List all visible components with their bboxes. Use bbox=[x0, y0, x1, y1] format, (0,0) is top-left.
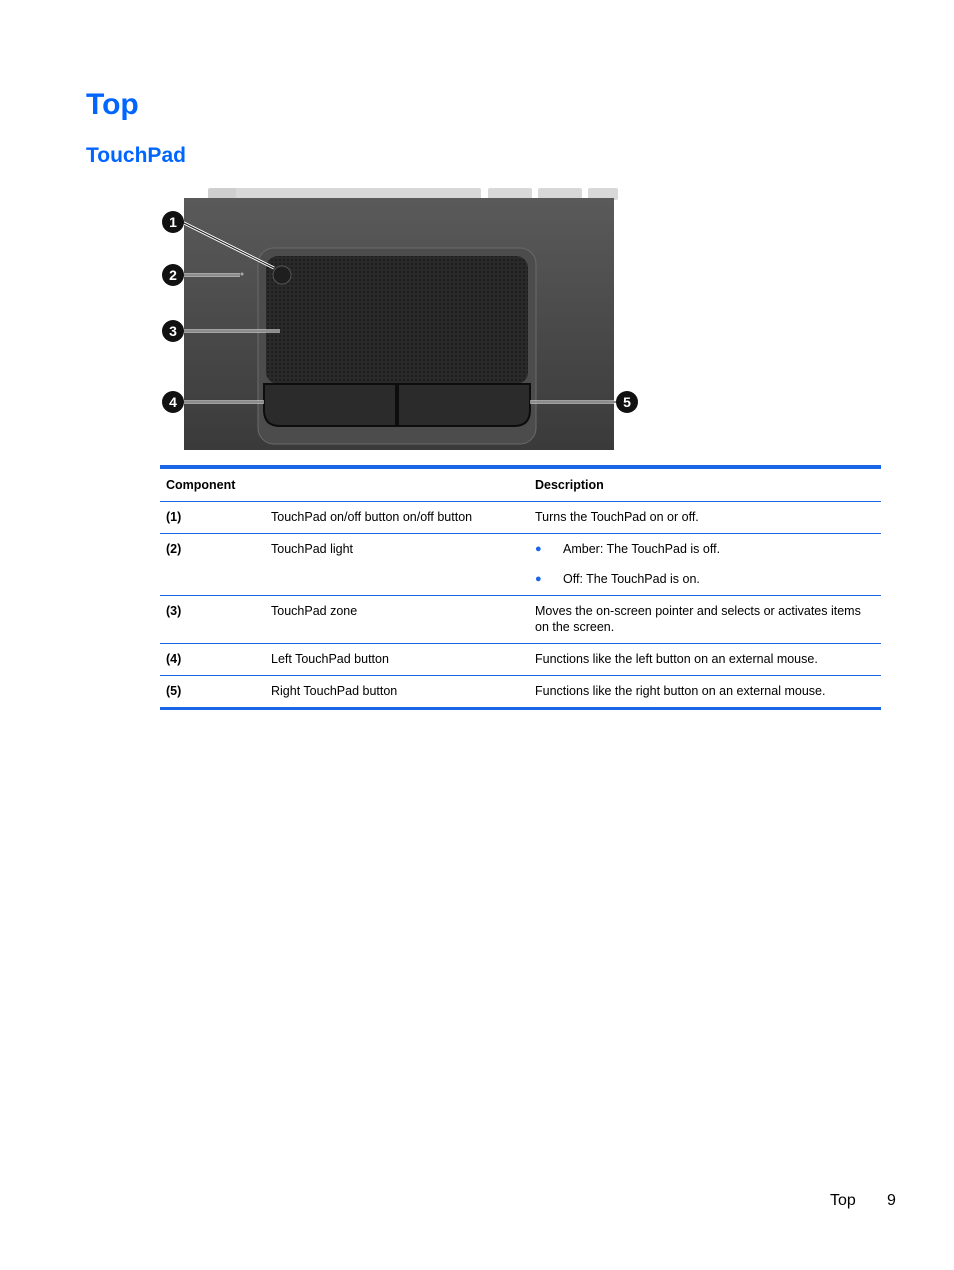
component-table bbox=[160, 465, 881, 710]
table-row bbox=[160, 644, 881, 676]
row-description: Functions like the left button on an external mouse. bbox=[529, 644, 881, 676]
touchpad-zone bbox=[266, 256, 528, 384]
row-description bbox=[529, 534, 881, 596]
row-description: Functions like the right button on an external mouse. bbox=[535, 684, 826, 698]
row-component: TouchPad zone bbox=[265, 596, 529, 644]
list-item bbox=[535, 571, 875, 587]
bullet-icon: ● bbox=[535, 543, 542, 555]
table-row bbox=[160, 502, 881, 534]
callout-4 bbox=[162, 391, 184, 413]
row-number: (1) bbox=[160, 502, 265, 534]
svg-text:2: 2 bbox=[169, 267, 177, 283]
table-header-row bbox=[160, 467, 881, 502]
row-number: (3) bbox=[160, 596, 265, 644]
row-number: (4) bbox=[160, 644, 265, 676]
footer-page-number: 9 bbox=[887, 1192, 896, 1209]
bullet-text: Amber: The TouchPad is off. bbox=[563, 542, 721, 556]
table-row bbox=[160, 534, 881, 596]
svg-text:5: 5 bbox=[623, 394, 631, 410]
right-touchpad-button bbox=[398, 384, 530, 426]
bullet-list bbox=[535, 541, 875, 587]
callout-5 bbox=[616, 391, 638, 413]
header-blank bbox=[265, 467, 529, 502]
left-touchpad-button bbox=[264, 384, 396, 426]
header-component: Component bbox=[160, 467, 265, 502]
list-item bbox=[535, 541, 875, 557]
row-component: TouchPad light bbox=[265, 534, 529, 596]
section-title: TouchPad bbox=[86, 144, 186, 167]
row-component: Right TouchPad button bbox=[271, 684, 398, 698]
callout-3 bbox=[162, 320, 184, 342]
touchpad-illustration bbox=[158, 186, 648, 454]
row-component: TouchPad on/off button on/off button bbox=[265, 502, 529, 534]
callout-2 bbox=[162, 264, 184, 286]
header-description: Description bbox=[529, 467, 881, 502]
table-row bbox=[160, 676, 881, 709]
row-number: (5) bbox=[166, 684, 182, 698]
row-description: Turns the TouchPad on or off. bbox=[529, 502, 881, 534]
svg-text:3: 3 bbox=[169, 323, 177, 339]
row-number: (2) bbox=[160, 534, 265, 596]
bullet-icon: ● bbox=[535, 573, 542, 585]
row-component: Left TouchPad button bbox=[265, 644, 529, 676]
table-row bbox=[160, 596, 881, 644]
svg-text:1: 1 bbox=[169, 214, 177, 230]
touchpad-onoff-button bbox=[273, 266, 291, 284]
svg-text:4: 4 bbox=[169, 394, 177, 410]
bullet-text: Off: The TouchPad is on. bbox=[563, 572, 700, 586]
row-description: Moves the on-screen pointer and selects or activates items on the screen. bbox=[529, 596, 881, 644]
footer-section-name: Top bbox=[830, 1192, 856, 1209]
callout-1 bbox=[162, 211, 184, 233]
touchpad-light bbox=[241, 273, 244, 276]
page-title: Top bbox=[86, 88, 139, 121]
